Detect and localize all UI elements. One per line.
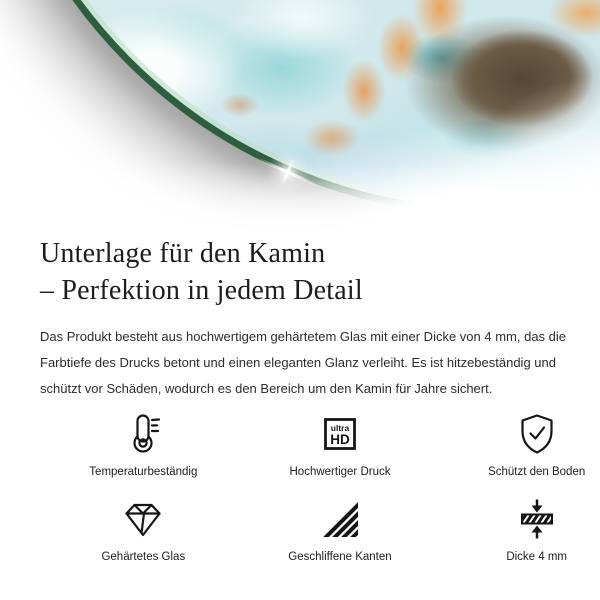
feature-thickness bbox=[438, 497, 600, 564]
ultra-hd-text-top: ultra bbox=[330, 423, 350, 433]
product-description: Das Produkt besteht aus hochwertigem gehärtetem Glas mit einer Dicke von 4 mm, das die Farbtiefe des Drucks betont und einen eleganten Glanz verleiht. Es ist hitzebeständig und schützt vor Schäden, wodurch es den Bereich um den Kamin für Jahre sichert. bbox=[40, 329, 567, 396]
polished-edges-icon bbox=[318, 497, 362, 541]
page-title-line2: – Perfektion in jedem Detail bbox=[40, 275, 363, 306]
feature-label: Temperaturbeständig bbox=[89, 466, 198, 478]
feature-temperature bbox=[45, 412, 242, 479]
page-title-line1: Unterlage für den Kamin bbox=[40, 238, 326, 269]
product-info bbox=[0, 235, 600, 564]
thermometer-icon bbox=[121, 412, 165, 456]
product-photo bbox=[0, 0, 600, 232]
feature-label: Hochwertiger Druck bbox=[289, 466, 391, 478]
feature-label: Schützt den Boden bbox=[488, 466, 586, 478]
feature-label: Geschliffene Kanten bbox=[288, 551, 392, 563]
features-grid bbox=[45, 412, 600, 564]
diamond-icon bbox=[121, 497, 165, 541]
feature-label: Dicke 4 mm bbox=[506, 551, 568, 563]
feature-print-quality bbox=[242, 412, 439, 479]
feature-label: Gehärtetes Glas bbox=[101, 551, 186, 563]
shield-check-icon bbox=[515, 412, 559, 456]
ultra-hd-icon bbox=[318, 412, 362, 456]
feature-floor-protection bbox=[438, 412, 600, 479]
feature-tempered-glass bbox=[45, 497, 242, 564]
thickness-icon bbox=[515, 497, 559, 541]
ultra-hd-text-bottom: HD bbox=[330, 432, 350, 447]
page-title bbox=[40, 235, 560, 309]
glass-hearth-plate bbox=[0, 0, 600, 215]
feature-polished-edges bbox=[242, 497, 439, 564]
